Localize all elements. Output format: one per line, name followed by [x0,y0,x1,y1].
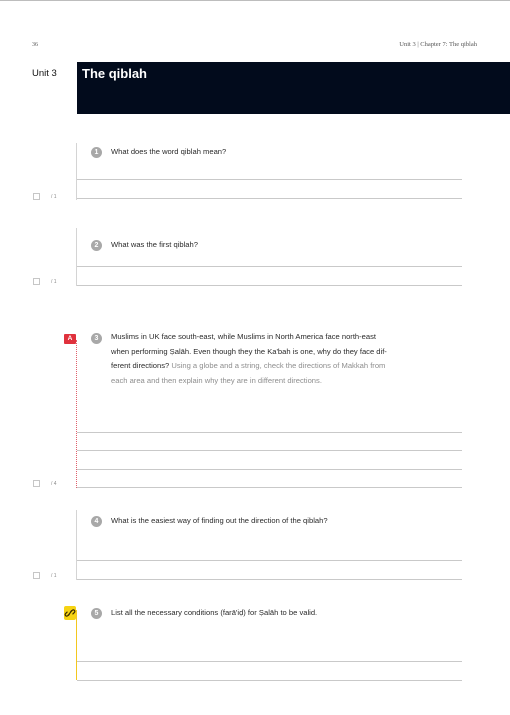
score-checkbox[interactable] [33,572,40,579]
question-2-text: What was the first qiblah? [111,240,198,249]
page-number: 36 [32,42,38,48]
answer-line[interactable] [77,450,462,451]
gutter-line [76,228,77,286]
question-5-text: List all the necessary conditions (farā'iḍ) for Ṣalāh to be valid. [111,608,318,617]
question-3-line-main: ferent directions? [111,361,172,370]
score-checkbox[interactable] [33,480,40,487]
activity-tag: A [64,334,76,344]
answer-line[interactable] [77,285,462,286]
gutter-line [76,510,77,580]
gutter-line [76,143,77,200]
link-icon-glyph [64,606,76,620]
answer-line[interactable] [77,469,462,470]
score-label: / 1 [51,279,57,285]
question-4-text: What is the easiest way of finding out the direction of the qiblah? [111,516,328,525]
answer-line[interactable] [77,579,462,580]
question-number-4: 4 [91,516,102,527]
link-icon[interactable] [64,606,76,620]
question-number-2: 2 [91,240,102,251]
running-header: Unit 3 | Chapter 7: The qiblah [399,41,477,48]
question-number-1: 1 [91,147,102,158]
question-3-line: when performing Ṣalāh. Even though they the Ka'bah is one, why do they face dif- [111,346,387,356]
score-label: / 4 [51,481,57,487]
question-number-3: 3 [91,333,102,344]
score-checkbox[interactable] [33,193,40,200]
question-number-5: 5 [91,608,102,619]
page-title: The qiblah [82,66,147,81]
score-label: / 1 [51,573,57,579]
question-3-line [111,359,471,374]
answer-line[interactable] [77,432,462,433]
answer-line[interactable] [77,266,462,267]
question-3-instruction: Using a globe and a string, check the directions of Makkah from [171,361,386,370]
answer-line[interactable] [77,198,462,199]
top-rule [0,0,510,1]
question-3-instruction: each area and then explain why they are in different directions. [111,375,322,385]
gutter-line [76,340,77,488]
question-1-text: What does the word qiblah mean? [111,147,227,156]
question-3-text [111,330,471,388]
answer-line[interactable] [77,661,462,662]
score-label: / 1 [51,194,57,200]
score-checkbox[interactable] [33,278,40,285]
answer-line[interactable] [77,560,462,561]
question-3-line: Muslims in UK face south-east, while Muslims in North America face north-east [111,332,377,341]
answer-line[interactable] [77,680,462,681]
unit-label: Unit 3 [32,68,57,79]
gutter-line [76,610,77,680]
answer-line[interactable] [77,487,462,488]
answer-line[interactable] [77,179,462,180]
